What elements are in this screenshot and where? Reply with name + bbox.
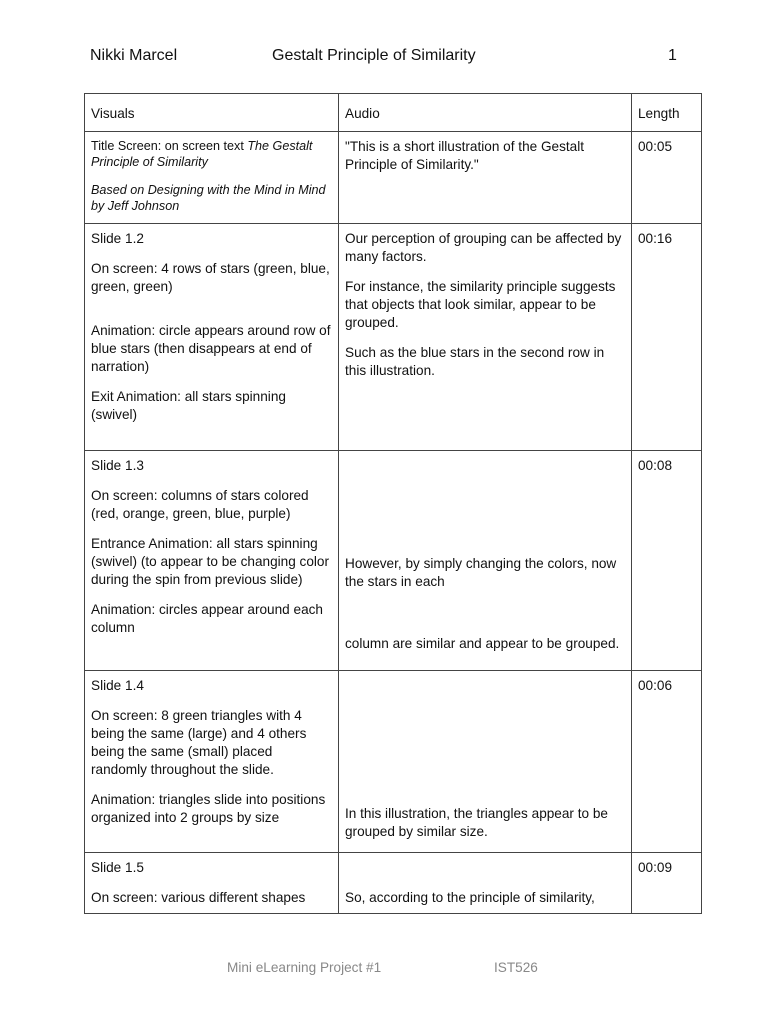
visuals-text: Slide 1.5 [91,860,144,875]
visuals-cell [85,451,339,671]
table-row [85,451,702,671]
visuals-text: Entrance Animation: all stars spinning (swivel) (to appear to be changing color during the spin from previous slide) [91,536,330,587]
author-name: Nikki Marcel [90,47,178,64]
visuals-text: Animation: triangles slide into positions organized into 2 groups by size [91,792,326,825]
visuals-cell [85,853,339,914]
audio-text: So, according to the principle of similarity, [345,890,595,905]
footer-course: IST526 [494,960,538,975]
visuals-text-italic: The Gestalt Principle of Similarity [91,139,313,169]
column-header-visuals: Visuals [85,94,339,132]
audio-text: In this illustration, the triangles appear to be grouped by similar size. [345,806,608,839]
visuals-text: On screen: various different shapes [91,890,306,905]
audio-text: "This is a short illustration of the Gestalt Principle of Similarity." [345,139,585,172]
table-row [85,853,702,914]
length-cell: 00:16 [632,224,702,451]
visuals-cell [85,132,339,224]
audio-cell [339,671,632,853]
page-header [0,47,768,71]
length-cell: 00:05 [632,132,702,224]
length-cell: 00:09 [632,853,702,914]
visuals-text: Exit Animation: all stars spinning (swivel) [91,389,286,422]
audio-text: column are similar and appear to be grouped. [345,636,620,651]
visuals-text: Animation: circles appear around each column [91,602,323,635]
visuals-text: Based on Designing with the Mind in Mind by Jeff Johnson [91,183,326,213]
audio-cell [339,853,632,914]
audio-cell [339,451,632,671]
visuals-text: Slide 1.2 [91,231,144,246]
visuals-text: On screen: 4 rows of stars (green, blue, green, green) [91,261,330,294]
visuals-text-prefix: Title Screen: on screen text [91,139,248,153]
table-header-row [85,94,702,132]
table-row [85,671,702,853]
audio-text: Our perception of grouping can be affected by many factors. [345,231,622,264]
audio-cell [339,224,632,451]
audio-cell [339,132,632,224]
audio-text: Such as the blue stars in the second row in this illustration. [345,345,605,378]
table-row [85,224,702,451]
column-header-audio: Audio [339,94,632,132]
length-cell: 00:08 [632,451,702,671]
visuals-cell [85,671,339,853]
length-cell: 00:06 [632,671,702,853]
visuals-text: On screen: columns of stars colored (red, orange, green, blue, purple) [91,488,309,521]
footer-project: Mini eLearning Project #1 [227,960,382,975]
visuals-text: Animation: circle appears around row of blue stars (then disappears at end of narration) [91,323,331,374]
visuals-text: On screen: 8 green triangles with 4 being the same (large) and 4 others being the same (small) placed randomly throughout the slide. [91,708,307,777]
audio-text: For instance, the similarity principle suggests that objects that look similar, appear to be grouped. [345,279,616,330]
visuals-text [91,138,332,170]
storyboard-table [84,93,702,914]
document-title: Gestalt Principle of Similarity [272,47,476,64]
table-row [85,132,702,224]
column-header-length: Length [632,94,702,132]
visuals-cell [85,224,339,451]
visuals-text: Slide 1.3 [91,458,144,473]
audio-text: However, by simply changing the colors, now the stars in each [345,556,617,589]
page-number: 1 [668,47,677,64]
visuals-text: Slide 1.4 [91,678,144,693]
